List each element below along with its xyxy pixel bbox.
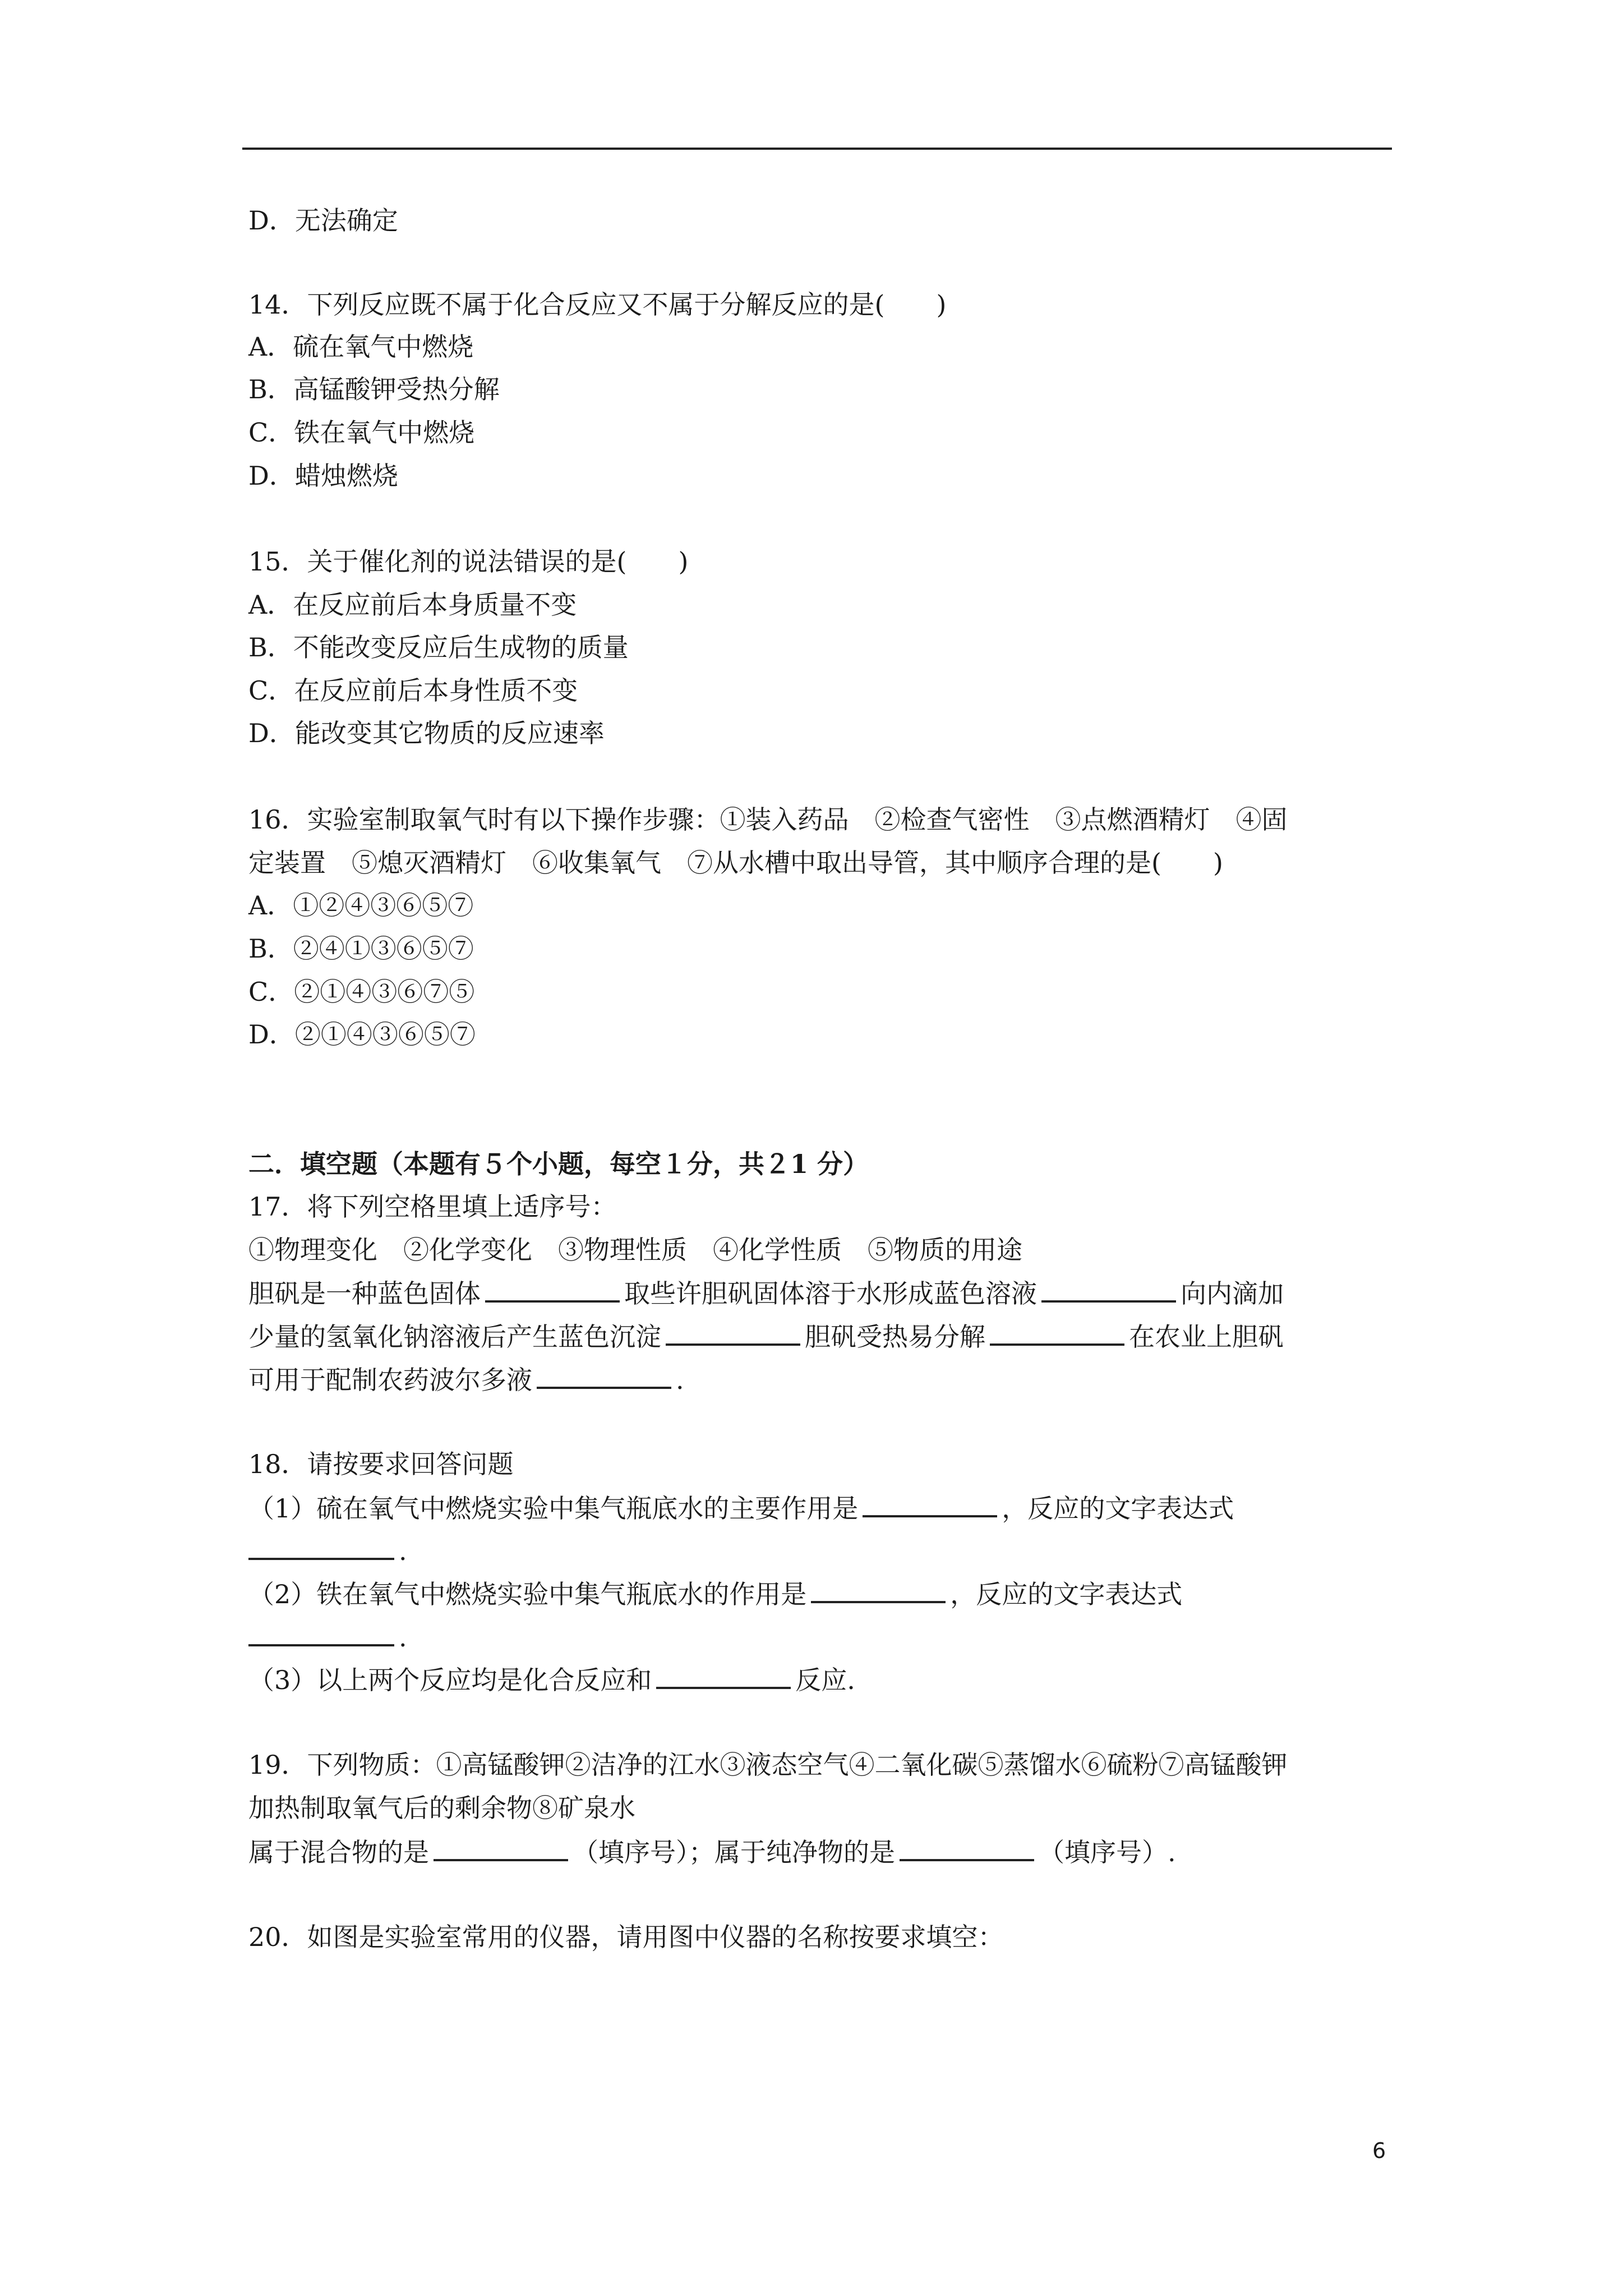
q19-stem-line1: 19．下列物质：①高锰酸钾②洁净的江水③液态空气④二氧化碳⑤蒸馏水⑥硫粉⑦高锰酸钾 xyxy=(248,1750,1288,1780)
q17-text: 向内滴加 xyxy=(1181,1278,1284,1309)
q17-line3 xyxy=(248,1362,684,1397)
q14-option-d: D．蜡烛燃烧 xyxy=(248,461,398,491)
q15-option-d: D．能改变其它物质的反应速率 xyxy=(248,718,605,748)
q18-part2 xyxy=(248,1576,1182,1611)
q18-text: . xyxy=(399,1536,407,1566)
q17-text: 胆矾受热易分解 xyxy=(805,1322,985,1352)
q18-part2-cont xyxy=(248,1619,407,1654)
q18-text: . xyxy=(399,1622,407,1653)
q15-option-c: C．在反应前后本身性质不变 xyxy=(248,675,578,706)
q20-stem: 20．如图是实验室常用的仪器，请用图中仪器的名称按要求填空： xyxy=(248,1922,1004,1952)
q16-option-c: C．②①④③⑥⑦⑤ xyxy=(248,977,475,1007)
q18-text: ，反应的文字表达式 xyxy=(1002,1493,1234,1524)
q16-option-d: D．②①④③⑥⑤⑦ xyxy=(248,1019,476,1050)
q16-option-b: B．②④①③⑥⑤⑦ xyxy=(248,933,474,964)
q18-part1-cont xyxy=(248,1533,407,1568)
answer-blank[interactable] xyxy=(811,1576,946,1603)
q18-part1 xyxy=(248,1490,1234,1525)
q18-stem: 18．请按要求回答问题 xyxy=(248,1449,514,1479)
q19-stem-line2: 加热制取氧气后的剩余物⑧矿泉水 xyxy=(248,1793,635,1823)
q17-text: . xyxy=(676,1365,684,1395)
q19-text: 属于混合物的是 xyxy=(248,1837,429,1867)
answer-blank[interactable] xyxy=(537,1362,671,1389)
q18-text: （2）铁在氧气中燃烧实验中集气瓶底水的作用是 xyxy=(248,1579,807,1609)
q15-option-b: B．不能改变反应后生成物的质量 xyxy=(248,632,629,662)
q18-text: 反应. xyxy=(795,1665,855,1695)
q14-option-b: B．高锰酸钾受热分解 xyxy=(248,374,500,404)
q17-text: 胆矾是一种蓝色固体 xyxy=(248,1278,481,1309)
q19-line3 xyxy=(248,1834,1176,1869)
q17-line1 xyxy=(248,1276,1284,1310)
q18-text: （3）以上两个反应均是化合反应和 xyxy=(248,1665,652,1695)
q16-stem-line2: 定装置 ⑤熄灭酒精灯 ⑥收集氧气 ⑦从水槽中取出导管，其中顺序合理的是( ) xyxy=(248,848,1223,878)
q15-option-a: A．在反应前后本身质量不变 xyxy=(248,590,577,620)
answer-blank[interactable] xyxy=(900,1834,1034,1861)
header-rule xyxy=(242,148,1392,150)
answer-blank[interactable] xyxy=(656,1662,791,1689)
page-number: 6 xyxy=(1372,2138,1386,2163)
q14-stem: 14．下列反应既不属于化合反应又不属于分解反应的是( ) xyxy=(248,289,947,320)
q17-line2 xyxy=(248,1319,1284,1354)
q17-text: 在农业上胆矾 xyxy=(1129,1322,1284,1352)
answer-blank[interactable] xyxy=(485,1276,620,1303)
q18-text: ，反应的文字表达式 xyxy=(950,1579,1183,1609)
q18-part3 xyxy=(248,1662,855,1697)
q15-stem: 15．关于催化剂的说法错误的是( ) xyxy=(248,546,689,577)
answer-blank[interactable] xyxy=(434,1834,568,1861)
answer-blank[interactable] xyxy=(666,1319,800,1346)
answer-blank[interactable] xyxy=(1041,1276,1176,1303)
answer-blank[interactable] xyxy=(863,1490,997,1517)
q18-text: （1）硫在氧气中燃烧实验中集气瓶底水的主要作用是 xyxy=(248,1493,859,1524)
q19-text: （填序号）；属于纯净物的是 xyxy=(573,1837,895,1867)
q17-options: ①物理变化 ②化学变化 ③物理性质 ④化学性质 ⑤物质的用途 xyxy=(248,1235,1022,1265)
q14-option-a: A．硫在氧气中燃烧 xyxy=(248,332,474,362)
answer-blank[interactable] xyxy=(248,1619,394,1646)
q19-text: （填序号）. xyxy=(1039,1837,1176,1867)
q17-text: 取些许胆矾固体溶于水形成蓝色溶液 xyxy=(624,1278,1037,1309)
q17-text: 可用于配制农药波尔多液 xyxy=(248,1365,532,1395)
q14-option-c: C．铁在氧气中燃烧 xyxy=(248,417,475,448)
answer-blank[interactable] xyxy=(248,1533,394,1560)
q16-option-a: A．①②④③⑥⑤⑦ xyxy=(248,890,474,921)
q17-text: 少量的氢氧化钠溶液后产生蓝色沉淀 xyxy=(248,1322,661,1352)
section-title: 二．填空题（本题有５个小题，每空１分，共２1 分） xyxy=(248,1149,869,1179)
answer-blank[interactable] xyxy=(990,1319,1124,1346)
q13-option-d: D．无法确定 xyxy=(248,205,398,236)
q16-stem-line1: 16．实验室制取氧气时有以下操作步骤：①装入药品 ②检查气密性 ③点燃酒精灯 ④固 xyxy=(248,804,1288,835)
q17-stem: 17．将下列空格里填上适序号： xyxy=(248,1191,617,1222)
